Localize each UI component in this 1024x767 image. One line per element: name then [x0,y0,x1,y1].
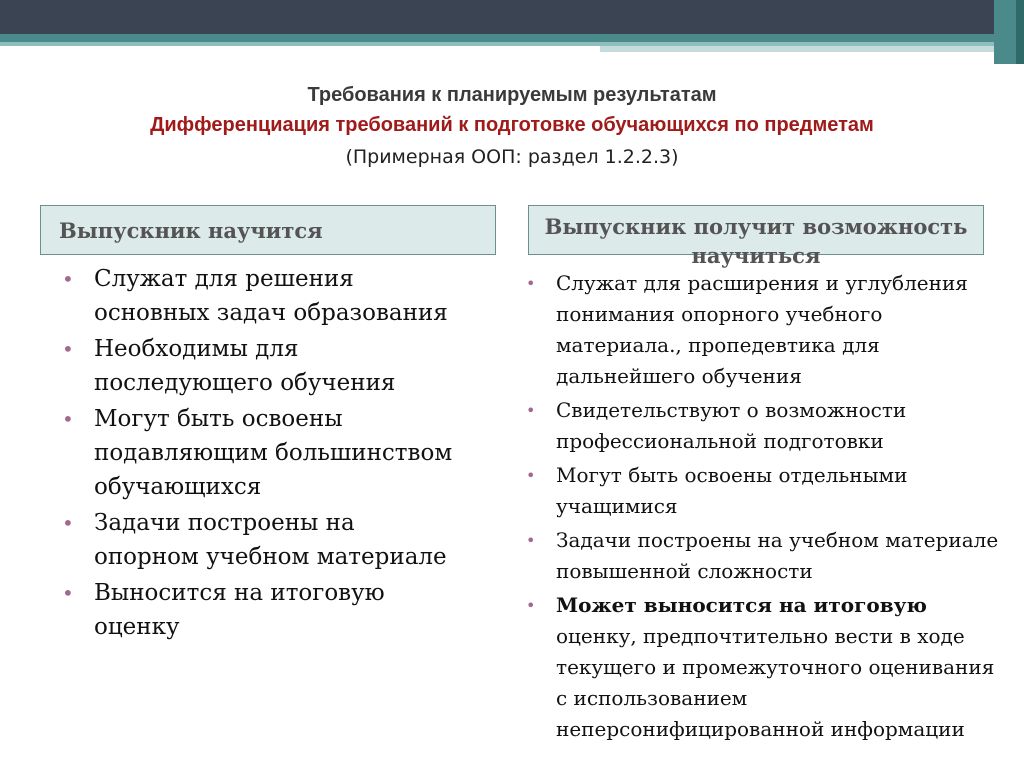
bullet-icon: • [62,511,74,535]
list-item: • Задачи построены на учебном материале повышенной сложности [520,525,1000,587]
list-item: • Могут быть освоены подавляющим большинством обучающихся [56,402,456,504]
bullet-icon: • [526,274,536,293]
right-column-header: Выпускник получит возможность научиться [528,205,984,255]
list-item: • Могут быть освоены отдельными учащимися [520,460,1000,522]
bullet-icon: • [62,407,74,431]
list-item: • Служат для решения основных задач образования [56,262,456,330]
bullet-icon: • [526,531,536,550]
left-bullet-list [56,262,456,646]
bullet-icon: • [62,267,74,291]
bullet-icon: • [62,581,74,605]
top-pale-stripe [600,46,1024,52]
list-item: • Служат для расширения и углубления понимания опорного учебного материала., пропедевтика для дальнейшего обучения [520,268,1000,392]
list-item: • Может выносится на итоговую оценку, предпочтительно вести в ходе текущего и промежуточного оценивания с использованием неперсонифицированной информации [520,590,1000,745]
right-bullet-list [520,268,1000,748]
list-item: • Задачи построены на опорном учебном материале [56,506,456,574]
top-teal-stripe [0,34,1024,42]
corner-dark-block [1016,0,1024,64]
top-dark-bar [0,0,1024,34]
bullet-icon: • [526,466,536,485]
list-item: • Свидетельствуют о возможности профессиональной подготовки [520,395,1000,457]
slide-title: Требования к планируемым результатам [307,84,717,106]
list-item: • Выносится на итоговую оценку [56,576,456,644]
list-item: • Необходимы для последующего обучения [56,332,456,400]
emphasized-text: Может выносится на итоговую [556,593,927,617]
bullet-icon: • [62,337,74,361]
bullet-icon: • [526,596,536,615]
left-column-header: Выпускник научится [40,205,496,255]
bullet-icon: • [526,401,536,420]
slide-subtitle: Дифференциация требований к подготовке обучающихся по предметам [150,114,874,136]
slide-reference: (Примерная ООП: раздел 1.2.2.3) [345,146,679,168]
